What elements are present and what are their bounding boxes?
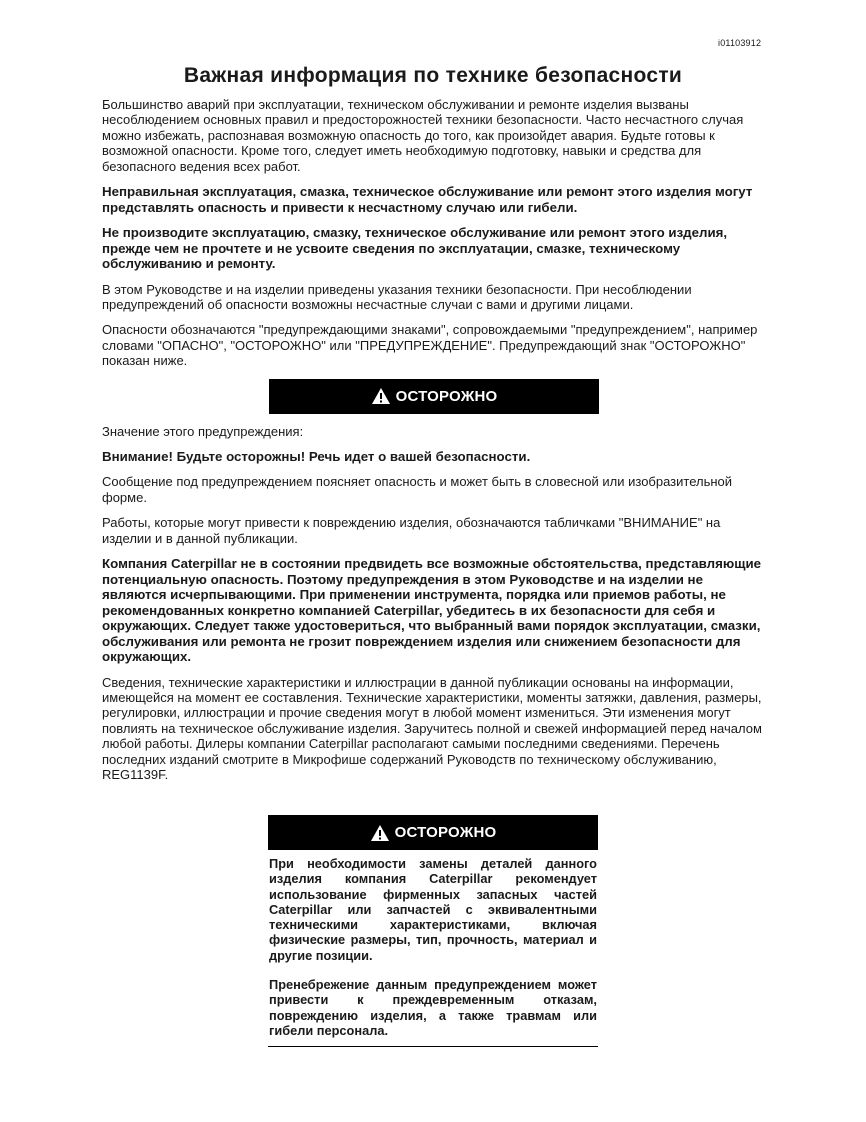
hazard-signs-paragraph: Опасности обозначаются "предупреждающими знаками", сопровождаемыми "предупреждением", например словами "ОПАСНО", "ОСТОРОЖНО" или "ПРЕДУПРЕЖДЕНИЕ". Предупреждающий знак "ОСТОРОЖНО" показан ниже.	[102, 322, 758, 369]
danger-statement: Неправильная эксплуатация, смазка, техническое обслуживание или ремонт этого изделия могут представлять опасность и привести к несчастному случаю или гибели.	[102, 184, 753, 215]
parts-warning-text	[269, 856, 597, 1038]
parts-warning-banner-label: ОСТОРОЖНО	[394, 824, 497, 841]
read-first-statement: Не производите эксплуатацию, смазку, техническое обслуживание или ремонт этого изделия, прежде чем не прочтете и не усвоите сведения по эксплуатации, смазке, техническому обслуживанию и ремонту.	[102, 225, 728, 272]
safety-notes-paragraph: В этом Руководстве и на изделии приведены указания техники безопасности. При несоблюдении предупреждений об опасности возможны несчастные случаи с вами и другими лицами.	[102, 281, 692, 312]
warning-triangle-icon	[370, 824, 390, 842]
document-id: i01103912	[718, 38, 762, 48]
message-paragraph: Сообщение под предупреждением поясняет опасность и может быть в словесной или изобразительной форме.	[102, 474, 733, 505]
meaning-label: Значение этого предупреждения:	[102, 423, 304, 439]
attention-plates-paragraph: Работы, которые могут привести к повреждению изделия, обозначаются табличками "ВНИМАНИЕ" на изделии и в данной публикации.	[102, 515, 721, 546]
bottom-rule	[268, 1046, 598, 1047]
attention-statement: Внимание! Будьте осторожны! Речь идет о вашей безопасности.	[102, 448, 531, 464]
warning-banner-label: ОСТОРОЖНО	[395, 387, 498, 405]
main-content	[102, 97, 766, 792]
parts-warning-box	[268, 815, 598, 1047]
intro-paragraph: Большинство аварий при эксплуатации, техническом обслуживании и ремонте изделия вызваны несоблюдением основных правил и предосторожностей техники безопасности. Часто несчастного случая можно избежать, распознавая возможную опасность до того, как произойдет авария. Будьте готовы к возможной опасности. Кроме того, следует иметь необходимую подготовку, навыки и средства для безопасного ведения всех работ.	[102, 97, 744, 174]
parts-warning-paragraph-2: Пренебрежение данным предупреждением может привести к преждевременным отказам, повреждению изделия, а также травмам или гибели персонала.	[269, 977, 597, 1038]
parts-warning-paragraph-1: При необходимости замены деталей данного изделия компания Caterpillar рекомендует использование фирменных запасных частей Caterpillar или запчастей с эквивалентными техническими характеристиками, включая физические размеры, тип, прочность, материал и другие позиции.	[269, 856, 597, 963]
page-title: Важная информация по технике безопасности	[183, 64, 683, 87]
publication-info-paragraph: Сведения, технические характеристики и иллюстрации в данной публикации основаны на информации, имеющейся на момент ее составления. Технические характеристики, моменты затяжки, давления, размеры, регулировки, иллюстрации и прочие сведения могут в любой момент измениться. Эти изменения могут повлиять на техническое обслуживание изделия. Заручитесь полной и свежей информацией перед началом любой работы. Дилеры компании Caterpillar располагают самыми последними сведениями. Перечень последних изданий смотрите в Микрофише содержаний Руководств по техническому обслуживанию, REG1139F.	[102, 674, 762, 783]
warning-banner	[269, 379, 599, 414]
warning-triangle-icon	[371, 387, 391, 405]
caterpillar-disclaimer: Компания Caterpillar не в состоянии предвидеть все возможные обстоятельства, представляющие потенциальную опасность. Поэтому предупреждения в этом Руководстве и на изделии не являются исчерпывающими. При применении инструмента, порядка или приемов работы, не рекомендованных конкретно компанией Caterpillar, убедитесь в их безопасности для себя и окружающих. Следует также удостовериться, что выбранный вами порядок эксплуатации, смазки, обслуживания или ремонта не грозит повреждением изделия или снижением безопасности для окружающих.	[102, 556, 762, 665]
parts-warning-banner	[268, 815, 598, 850]
